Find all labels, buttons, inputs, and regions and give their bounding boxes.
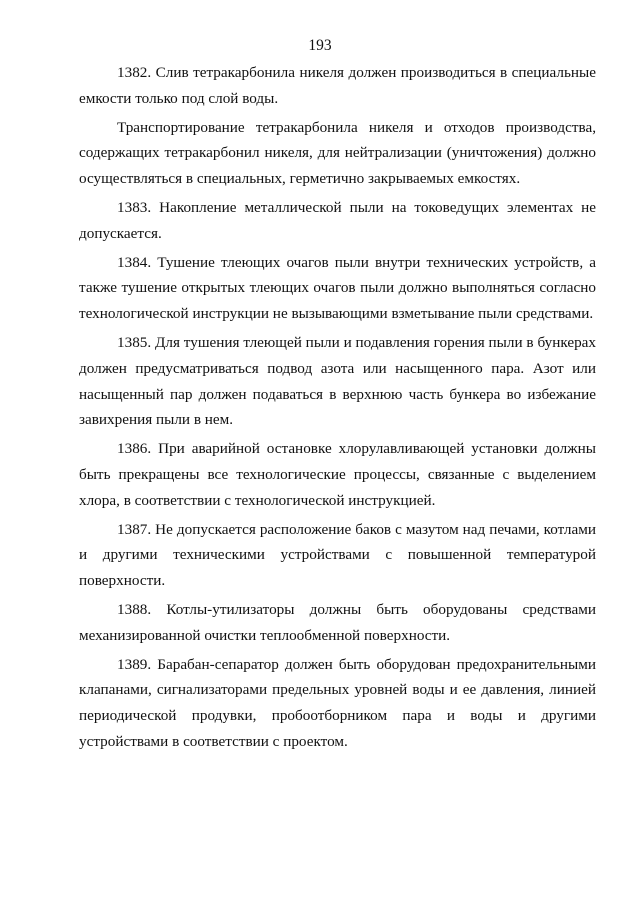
paragraph-1385: 1385. Для тушения тлеющей пыли и подавления горения пыли в бункерах должен предусматриваться подвод азота или насыщенного пара. Азот или насыщенный пар должен подаваться в верхнюю часть бункера во избежание завихрения пыли в нем. bbox=[79, 333, 596, 429]
paragraph-1382: 1382. Слив тетракарбонила никеля должен производиться в специальные емкости только под слой воды. bbox=[79, 64, 596, 107]
paragraph-1383: 1383. Накопление металлической пыли на токоведущих элементах не допускается. bbox=[79, 198, 596, 242]
document-body bbox=[79, 60, 596, 758]
page-number: 193 bbox=[308, 37, 332, 54]
paragraph-1384: 1384. Тушение тлеющих очагов пыли внутри технических устройств, а также тушение открытых тлеющих очагов пыли должно выполняться согласно технологической инструкции не вызывающими взметывание пыли средствами. bbox=[79, 253, 596, 323]
paragraph-1387: 1387. Не допускается расположение баков с мазутом над печами, котлами и другими техническими устройствами с повышенной температурой поверхности. bbox=[79, 520, 596, 590]
paragraph-transport: Транспортирование тетракарбонила никеля и отходов производства, содержащих тетракарбонил никеля, для нейтрализации (уничтожения) должно осуществляться в специальных, герметично закрываемых емкостях. bbox=[79, 118, 596, 188]
paragraph-1388: 1388. Котлы-утилизаторы должны быть оборудованы средствами механизированной очистки теплообменной поверхности. bbox=[79, 600, 596, 644]
paragraph-1386: 1386. При аварийной остановке хлорулавливающей установки должны быть прекращены все технологические процессы, связанные с выделением хлора, в соответствии с технологической инструкцией. bbox=[79, 440, 596, 509]
paragraph-1389: 1389. Барабан-сепаратор должен быть оборудован предохранительными клапанами, сигнализаторами предельных уровней воды и ее давления, линией периодической продувки, пробоотборником пара и воды и другими устройствами в соответствии с проектом. bbox=[79, 655, 596, 750]
